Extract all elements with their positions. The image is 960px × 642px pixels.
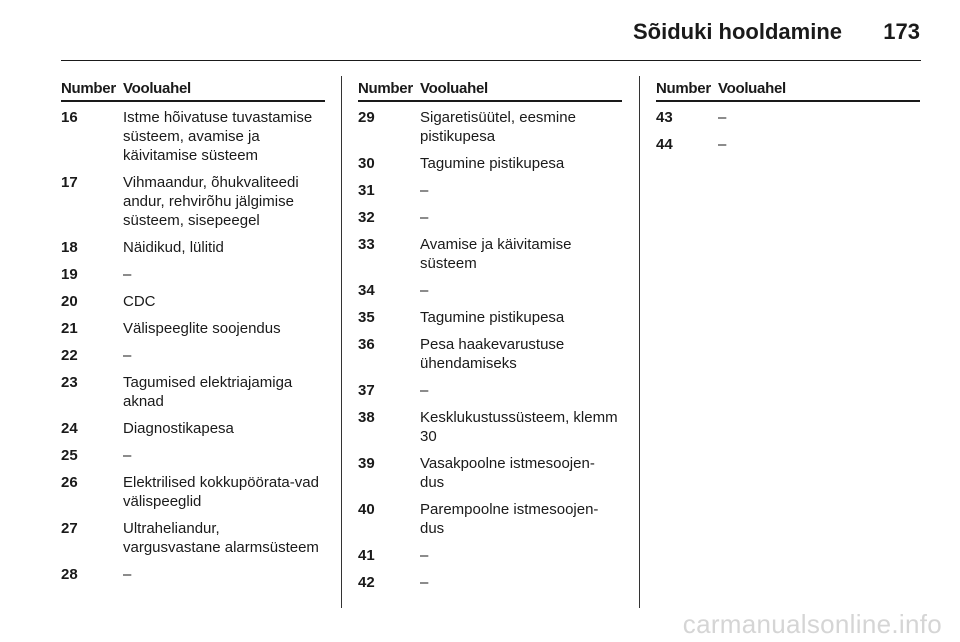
table-row bbox=[358, 235, 622, 273]
column-header-circuit: Vooluahel bbox=[718, 80, 786, 97]
table-row bbox=[358, 454, 622, 492]
table-row bbox=[358, 335, 622, 373]
column-divider bbox=[639, 76, 640, 608]
fuse-number: 17 bbox=[61, 174, 78, 191]
circuit-description: Välispeeglite soojendus bbox=[123, 320, 281, 337]
circuit-description: Kesklukustussüsteem, klemm 30 bbox=[420, 409, 618, 445]
fuse-number: 36 bbox=[358, 336, 375, 353]
table-row bbox=[358, 181, 622, 200]
table-row bbox=[358, 408, 622, 446]
table-rows bbox=[61, 102, 325, 584]
circuit-description: – bbox=[123, 566, 132, 583]
circuit-description: – bbox=[420, 382, 429, 399]
fuse-number: 38 bbox=[358, 409, 375, 426]
fuse-number: 39 bbox=[358, 455, 375, 472]
column-header-number: Number bbox=[358, 80, 413, 97]
table-row bbox=[358, 308, 622, 327]
fuse-number: 19 bbox=[61, 266, 78, 283]
circuit-description: Elektrilised kokkupöörata-vad välispeeglid bbox=[123, 474, 319, 510]
fuse-number: 37 bbox=[358, 382, 375, 399]
circuit-description: Vihmaandur, õhukvaliteedi andur, rehvirõhu jälgimise süsteem, sisepeegel bbox=[123, 174, 299, 229]
fuse-number: 27 bbox=[61, 520, 78, 537]
circuit-description: Pesa haakevarustuse ühendamiseks bbox=[420, 336, 565, 372]
table-header bbox=[61, 80, 325, 102]
table-row bbox=[358, 500, 622, 538]
table-row bbox=[61, 238, 325, 257]
fuse-number: 31 bbox=[358, 182, 375, 199]
circuit-description: – bbox=[420, 547, 429, 564]
table-row bbox=[61, 319, 325, 338]
table-row bbox=[61, 346, 325, 365]
circuit-description: CDC bbox=[123, 293, 156, 310]
table-row bbox=[61, 473, 325, 511]
table-row bbox=[358, 381, 622, 400]
table-row bbox=[61, 565, 325, 584]
fuse-table-column-1 bbox=[61, 80, 325, 592]
table-rows bbox=[656, 102, 920, 154]
table-row bbox=[358, 154, 622, 173]
circuit-description: Ultraheliandur, vargusvastane alarmsüsteem bbox=[123, 520, 319, 556]
circuit-description: – bbox=[420, 282, 429, 299]
fuse-number: 32 bbox=[358, 209, 375, 226]
column-divider bbox=[341, 76, 342, 608]
table-row bbox=[656, 108, 920, 127]
table-rows bbox=[358, 102, 622, 592]
table-row bbox=[656, 135, 920, 154]
fuse-number: 29 bbox=[358, 109, 375, 126]
column-header-circuit: Vooluahel bbox=[420, 80, 488, 97]
fuse-table-column-3 bbox=[656, 80, 920, 162]
circuit-description: – bbox=[718, 136, 727, 153]
column-header-circuit: Vooluahel bbox=[123, 80, 191, 97]
table-row bbox=[358, 546, 622, 565]
table-row bbox=[61, 373, 325, 411]
fuse-number: 28 bbox=[61, 566, 78, 583]
circuit-description: Parempoolne istmesoojen-dus bbox=[420, 501, 599, 537]
circuit-description: Istme hõivatuse tuvastamise süsteem, avamise ja käivitamise süsteem bbox=[123, 109, 313, 164]
fuse-number: 33 bbox=[358, 236, 375, 253]
fuse-number: 18 bbox=[61, 239, 78, 256]
circuit-description: Tagumine pistikupesa bbox=[420, 155, 565, 172]
fuse-number: 26 bbox=[61, 474, 78, 491]
fuse-number: 16 bbox=[61, 109, 78, 126]
fuse-number: 21 bbox=[61, 320, 78, 337]
column-header-number: Number bbox=[656, 80, 711, 97]
column-header-number: Number bbox=[61, 80, 116, 97]
circuit-description: Näidikud, lülitid bbox=[123, 239, 224, 256]
header-divider bbox=[61, 60, 921, 61]
table-row bbox=[358, 281, 622, 300]
fuse-number: 40 bbox=[358, 501, 375, 518]
table-header bbox=[656, 80, 920, 102]
fuse-number: 41 bbox=[358, 547, 375, 564]
watermark: carmanualsonline.info bbox=[682, 609, 942, 639]
circuit-description: Tagumised elektriajamiga aknad bbox=[123, 374, 293, 410]
fuse-number: 34 bbox=[358, 282, 375, 299]
fuse-number: 25 bbox=[61, 447, 78, 464]
circuit-description: – bbox=[420, 574, 429, 591]
table-row bbox=[61, 446, 325, 465]
page-number: 173 bbox=[883, 19, 920, 44]
fuse-number: 44 bbox=[656, 136, 673, 153]
table-row bbox=[358, 573, 622, 592]
circuit-description: – bbox=[123, 447, 132, 464]
circuit-description: – bbox=[123, 347, 132, 364]
circuit-description: – bbox=[123, 266, 132, 283]
fuse-number: 24 bbox=[61, 420, 78, 437]
circuit-description: Vasakpoolne istmesoojen-dus bbox=[420, 455, 595, 491]
fuse-number: 35 bbox=[358, 309, 375, 326]
fuse-number: 23 bbox=[61, 374, 78, 391]
fuse-number: 30 bbox=[358, 155, 375, 172]
table-row bbox=[61, 108, 325, 165]
table-row bbox=[358, 108, 622, 146]
circuit-description: – bbox=[420, 182, 429, 199]
table-row bbox=[61, 173, 325, 230]
circuit-description: Sigaretisüütel, eesmine pistikupesa bbox=[420, 109, 576, 145]
circuit-description: Avamise ja käivitamise süsteem bbox=[420, 236, 572, 272]
fuse-number: 22 bbox=[61, 347, 78, 364]
fuse-number: 20 bbox=[61, 293, 78, 310]
fuse-number: 43 bbox=[656, 109, 673, 126]
section-title: Sõiduki hooldamine bbox=[632, 19, 842, 44]
table-row bbox=[61, 519, 325, 557]
table-row bbox=[358, 208, 622, 227]
fuse-table-column-2 bbox=[358, 80, 622, 600]
circuit-description: – bbox=[420, 209, 429, 226]
circuit-description: – bbox=[718, 109, 727, 126]
table-row bbox=[61, 292, 325, 311]
table-row bbox=[61, 265, 325, 284]
table-row bbox=[61, 419, 325, 438]
circuit-description: Tagumine pistikupesa bbox=[420, 309, 565, 326]
fuse-number: 42 bbox=[358, 574, 375, 591]
circuit-description: Diagnostikapesa bbox=[123, 420, 234, 437]
page-header bbox=[0, 0, 960, 62]
table-header bbox=[358, 80, 622, 102]
